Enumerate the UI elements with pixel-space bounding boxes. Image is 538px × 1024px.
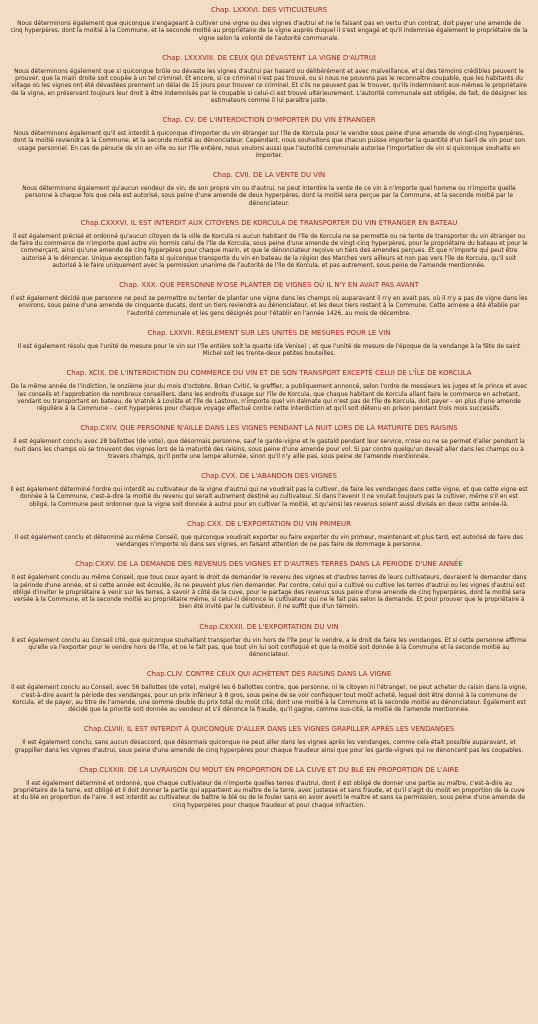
chapter-section: [10, 6, 528, 43]
chapter-body: Nous déterminons également qu'aucun vendeur de vin, de son propre vin ou d'autrui, ne peut interdire la vente de ce vin à n'importe quel homme ou n'importe quelle personne à chaque fois que cela est autorisé, sous peine d'une amende de deux hyperpères, dont la moitié sera perçue par la Commune, et la seconde moitié par le dénonciateur.: [22, 186, 516, 207]
chapter-body: Il est également conclu au Conseil cité, que quiconque souhaitant transporter du vin hors de l'île pour le vendre, a le droit de faire les vendanges. Et si cette personne affirme qu'elle va l'exporter pour le vendre hors de l'île, et ne le fait pas, que tout vin lui soit confisqué et que la moitié soit donnée à la Commune et la seconde moitié au dénonciateur.: [11, 637, 527, 658]
chapter-body: De la même année de l'indiction, le onzième jour du mois d'octobre. Brkan Cvitić, le greffier, a publiquement annoncé, selon l'ordre de messieurs les juges et le prince et avec les conseils et l'approbation de nombreux conseillers, dans les endroits d'usage sur l'île de Korcula, que chaque habitant de Korcula allant faire le commerce en achetant, vendant ou transportant en bateau, de Vratnik à Lovište et l'île de Lastovo, n'importe quel vin dalmate qui n'est pas de l'île de Korcula, doit payer – en plus d'une amende régulière à la Commune – cent hyperpères pour chaque voyage effectué contre cette interdiction et qu'il soit détenu en prison pendant trois mois successifs.: [10, 384, 528, 412]
chapter-section: [10, 54, 528, 105]
chapter-section: [10, 725, 528, 755]
chapter-body: Il est également conclu, sans aucun désaccord, que désormais quiconque ne peut aller dans les vignes après les vendanges, comme cela était possible auparavant, et grappiller dans les vignes d'autrui, sous peine d'une amende de cinq hyperpères pour chaque fraudeur ainsi que pour les garde-vignes qui ne dénoncent pas les coupables.: [14, 740, 524, 754]
chapter-section: [10, 670, 528, 714]
chapter-body: Il est également déterminé et ordonné, que chaque cultivateur de n'importe quelles terres d'autrui, dont il est obligé de donner une partie au maître, c'est-à-dire au propriétaire de la terre, est obligé et il doit donner la partie qui appartient au maître de la terre, avec justesse et sans fraude, et qu'il s'agit du moût en proportion de la cuve et du blé en proportion de l'aire. Il est interdit au cultivateur de battre le blé ou de le fouler sans en avoir averti le maître et sans sa permission, sous peine d'une amende de cinq hyperpères pour chaque fraudeur et pour chaque infraction.: [12, 780, 526, 809]
chapter-title: Chap. CV. DE L'INTERDICTION D'IMPORTER DU VIN ÉTRANGER: [162, 116, 376, 124]
chapter-section: [10, 116, 528, 160]
chapter-body: Nous déterminons également qu'il est interdit à quiconque d'importer du vin étranger sur l'île de Korcula pour le vendre sous peine d'une amende de vingt-cinq hyperpères, dont la moitié reviendra à la Commune, et la seconde moitié au dénonciateur. Cependant, nous souhaitons que chacun puisse importer la quantité d'un baril de vin pour son usage personnel. En cas de pénurie de vin en ville ou sur l'île entière, nous voulons aussi que l'autorité communale autorise l'importation de vin si quiconque souhaite en importer.: [13, 131, 525, 159]
chapter-title: Chap.CXXXII. DE L'EXPORTATION DU VIN: [199, 622, 339, 631]
chapter-section: [10, 766, 528, 810]
chapter-title: Chap. LXXVII. RÈGLEMENT SUR LES UNITÉS DE MESURES POUR LE VIN: [147, 328, 391, 337]
chapter-title: Chap. XCIX. DE L'INTERDICTION DU COMMERCE DU VIN ET DE SON TRANSPORT EXCEPTÉ CELUI DE L'ÎLE DE KORCULA: [66, 369, 472, 378]
chapter-title: Chap. CVII. DE LA VENTE DU VIN: [212, 171, 326, 179]
chapter-title: Chap.CXX. DE L'EXPORTATION DU VIN PRIMEUR: [187, 519, 351, 528]
chapter-body: Il est également résolu que l'unité de mesure pour le vin sur l'île entière soit la quarte (de Venise) ; et que l'unité de mesure de l'époque de la vendange à la fête de saint Michel soit les trente-deux petites bouteilles.: [17, 343, 521, 357]
chapter-title: Chap. XXX. QUE PERSONNE N'OSE PLANTER DE VIGNES OÙ IL N'Y EN AVAIT PAS AVANT: [119, 281, 419, 289]
chapter-section: [10, 219, 528, 270]
chapter-section: [10, 281, 528, 318]
chapter-title: Chap.CLXXIII. DE LA LIVRAISON DU MOUT EN PROPORTION DE LA CUVE ET DU BLÉ EN PROPORTION DE L'AIRE: [79, 765, 459, 774]
chapter-title: Chap.CXIV. QUE PERSONNE N'AILLE DANS LES VIGNES PENDANT LA NUIT LORS DE LA MATURITÉ DES RAISINS: [80, 424, 458, 433]
chapter-section: [10, 424, 528, 461]
chapter-body: Il est également décidé que personne ne peut se permettre ou tenter de planter une vigne dans les champs où auparavant il n'y en avait pas, où il n'y a pas de vigne dans les environs, sous peine d'une amende de cinquante ducats, dont un tiers reviendra au dénonciateur, et les deux tiers restant à la Commune. Cette annexe a été établie par l'autorité communale et les gens désignés pour l'établir en l'année 1426, au mois de décembre.: [10, 296, 528, 317]
chapter-section: [10, 472, 528, 509]
chapter-body: Il est également conclu au Conseil, avec 56 ballottes (de vote), malgré les 6 ballottes contre, que personne, ni le citoyen ni l'étranger, ne peut acheter du raisin dans la vigne, c'est-à-dire avant la période des vendanges, pour un prix inférieur à 8 gros, sous peine de se voir confisquer tout moût acheté, lequel doit être donné à la commune de Korcula, et de payer, au titre de l'amende, une somme double du prix total du moût cité, dont une moitié à la Commune et la seconde moitié au dénonciateur. Également est décidé que la priorité soit donnée au vendeur et s'il dénonce la fraude, qu'il gagne, comme sus-cité, la moitié de l'amende mentionnée.: [11, 685, 527, 713]
chapter-title: Chap. LXXXVI. DES VITICULTEURS: [210, 6, 327, 14]
chapter-title: Chap.CVX. DE L'ABANDON DES VIGNES: [201, 472, 337, 480]
chapter-body: Il est également conclu et déterminé au même Conseil, que quiconque voudrait exporter ou faire exporter du vin primeur, maintenant et plus tard, est autorisé de faire des vendanges n'importe où dans ses vignes, en faisant attention de ne pas faire de dommage à personne.: [14, 534, 524, 548]
chapter-body: Nous déterminons également que quiconque s'engageant à cultiver une vigne ou des vignes d'autrui et ne le faisant pas en vertu d'un contrat, doit payer une amende de cinq hyperpères, dont la moitié à la Commune, et la seconde moitié au propriétaire de la vigne auprès duquel il s'est engagé et qu'il indemnise également le propriétaire de la vigne selon la volonté de l'autorité communale.: [10, 21, 528, 42]
chapter-body: Il est également conclu au même Conseil, que tous ceux ayant le droit de demander le revenu des vignes et d'autres terres de leurs cultivateurs, devraient le demander dans la période d'une année, et si cette année est écoulée, ils ne peuvent plus rien demander. Par contre, celui qui a cultivé ou cultive les terres d'autrui ou les vignes d'autrui est obligé d'inviter le propriétaire à venir sur les terres, à savoir à côté de la cuve, pour le partage des revenus sous peine d'une amende de cinq hyperpères, dont la moitié sera versée à la Commune, et la seconde moitié au propriétaire même, si celui-ci dénonce le cultivateur qui ne le fait pas selon la demande. Et pour prouver que le propriétaire à bien été invité par le cultivateur, il ne suffit que d'un témoin.: [11, 575, 527, 611]
chapter-section: [10, 560, 528, 611]
chapter-section: [10, 171, 528, 208]
chapter-title: Chap.CXXXVI. IL EST INTERDIT AUX CITOYENS DE KORCULA DE TRANSPORTER DU VIN ÉTRANGER EN BATEAU: [80, 218, 458, 227]
chapter-section: [10, 520, 528, 550]
chapter-title: Chap.CLVIII. IL EST INTERDIT À QUICONQUE D'ALLER DANS LES VIGNES GRAPILLER APRÈS LES VENDANGES: [83, 725, 455, 734]
chapter-section: [10, 623, 528, 660]
chapter-body: Nous déterminons également que si quiconque brûle ou dévaste les vignes d'autrui par hasard ou délibérément et avec malveillance, et si des témoins crédibles peuvent le prouver, que la main droite soit coupée à un tel criminel. Et encore, si ce criminel n'est pas trouvé, ou si nous ne pouvons pas le reconnaître coupable, que les habitants du village où les vignes ont été dévastées prennent un délai de 15 jours pour trouver ce criminel. Et s'ils ne peuvent pas le trouver, qu'ils indemnisent eux-mêmes le propriétaire de la vigne, en préservant toujours leur droit à être indemnisés par le coupable si celui-ci est trouvé ultérieurement. L'autorité communale est obligée, de fait, de désigner les estimateurs comme il lui paraîtra juste.: [11, 68, 527, 104]
chapter-title: Chap. LXXXVIII. DE CEUX QUI DÉVASTENT LA VIGNE D'AUTRUI: [162, 53, 376, 62]
chapter-title: Chap.CLIV. CONTRE CEUX QUI ACHÈTENT DES RAISINS DANS LA VIGNE: [146, 670, 392, 679]
chapter-section: [10, 369, 528, 413]
chapter-body: Il est également déterminé l'ordre qui interdit au cultivateur de la vigne d'autrui qui ne voudrait pas la cultiver, de faire les vendanges dans cette vigne, et que cette vigne est donnée à la Commune, c'est-à-dire la moitié du revenu qui serait autrement destiné au cultivateur. Si dans l'avenir il ne voulait toujours pas la cultiver, même s'il en est obligé, la Commune peut ordonner que la vigne soit donnée à autrui pour en cultiver la moitié, et qu'ainsi les revenus soient aussi divisés en deux cette année-là.: [10, 487, 528, 508]
chapter-title: Chap.CXXV. DE LA DEMANDE DES REVENUS DES VIGNES ET D'AUTRES TERRES DANS LA PÉRIODE D'UNE ANNÉE: [75, 560, 463, 569]
chapter-body: Il est également précisé et ordonné qu'aucun citoyen de la ville de Korcula ni aucun habitant de l'île de Korcula ne se permette ou ne tente de transporter du vin étranger ou de faire du commerce de n'importe quel autre vin hormis celui de l'île de Korcula, sous peine d'une amende de vingt-cinq hyperpères, pour le propriétaire du bateau et pour le commerçant, ainsi qu'une amende de cinq hyperpères pour chaque marin, et que le dénonciateur reçoive un tiers des amendes perçues. Et que n'importe qui peut être autorisé à le dénoncer. Unique exception faite si quiconque transporte du vin en bateau de la région des Marches vers ailleurs et non pas vers l'île de Korcula, qu'il soit autorisé à le faire uniquement avec la permission unanime de l'autorité de l'île de Korcula, et pas autrement, sous peine de l'amende mentionnée.: [10, 233, 528, 269]
chapter-section: [10, 329, 528, 359]
chapter-body: Il est également conclu avec 28 ballottes (de vote), que désormais personne, sauf le garde-vigne et le gastald pendant leur service, n'ose ou ne se permet d'aller pendant la nuit dans les champs où se trouvent des vignes lors de la maturité des raisins, sous peine d'une amende pour vol. Si par contre quelqu'un devait aller dans les champs ou à travers champs, qu'il porte une lampe allumée, sinon qu'il n'y aille pas, sous peine de l'amende mentionnée.: [13, 439, 525, 460]
